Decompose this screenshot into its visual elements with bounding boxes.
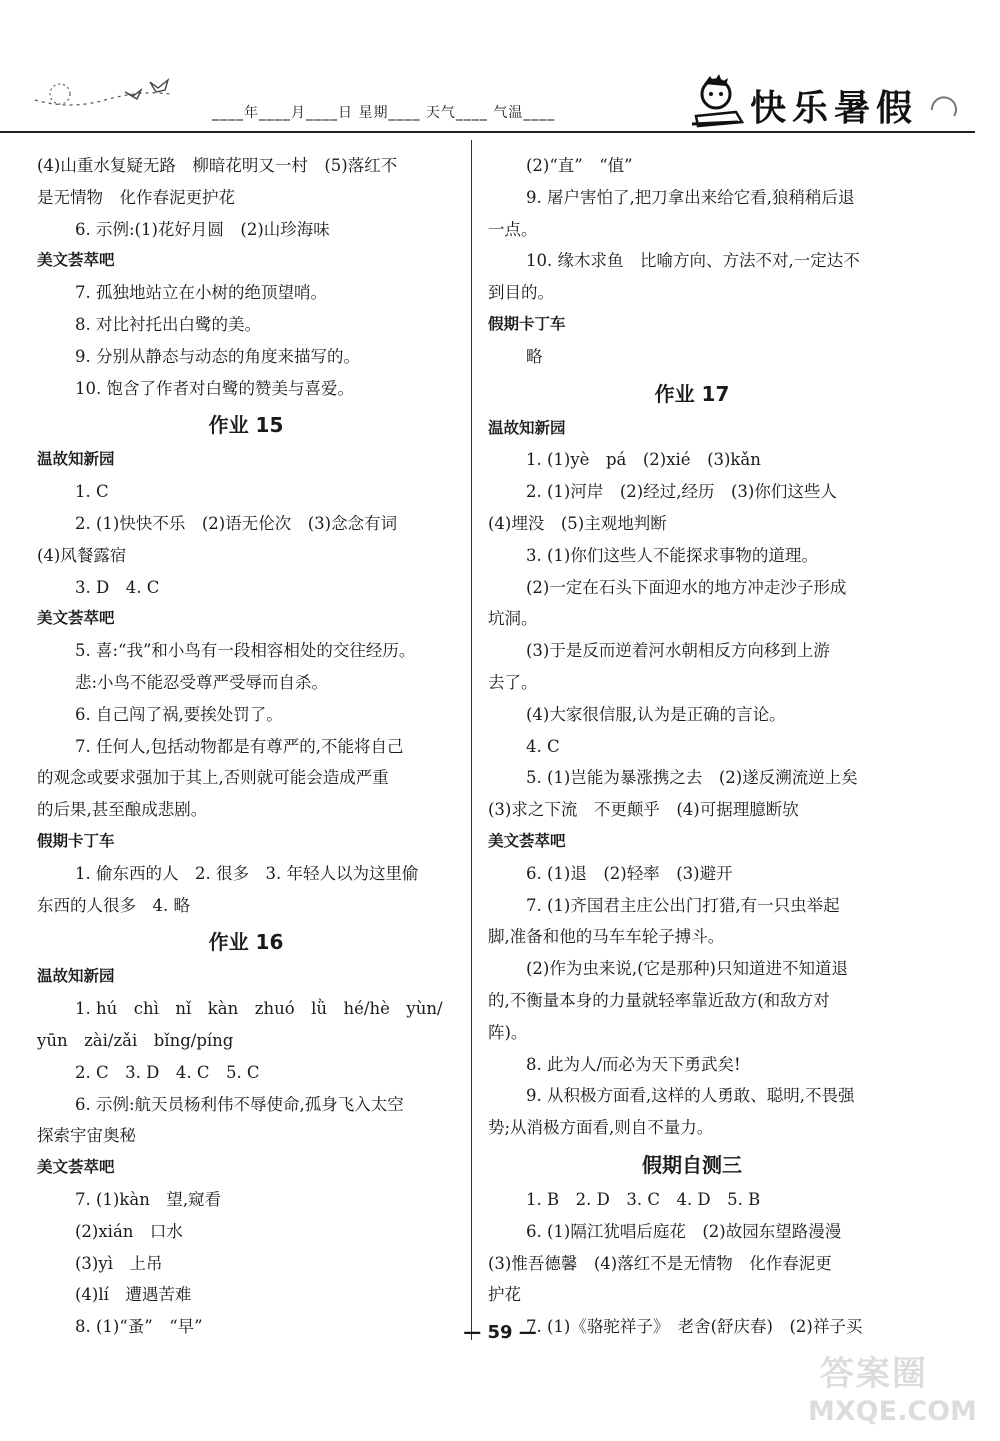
date-weather-fields: ____年____月____日 星期____ 天气____ 气温____ <box>212 105 556 121</box>
summer-vacation-logo <box>688 72 968 132</box>
left-column <box>37 150 455 1343</box>
answer-line: 的观念或要求强加于其上,否则就可能会造成严重 <box>37 768 389 788</box>
section-label: 假期卡丁车 <box>488 314 566 333</box>
answer-line: (3)yì 上吊 <box>75 1253 163 1273</box>
answer-line: 2. (1)河岸 (2)经过,经历 (3)你们这些人 <box>526 482 837 502</box>
answer-line: 是无情物 化作春泥更护花 <box>37 187 235 207</box>
answer-line: 护花 <box>488 1285 521 1305</box>
section-label: 温故知新园 <box>488 418 566 437</box>
answer-line: (2)“直” “值” <box>526 156 633 175</box>
answer-line: 9. 屠户害怕了,把刀拿出来给它看,狼稍稍后退 <box>526 187 855 207</box>
answer-line: 6. 自己闯了祸,要挨处罚了。 <box>75 704 283 724</box>
section-label: 温故知新园 <box>37 450 115 469</box>
answer-line: (3)求之下流 不更颠乎 (4)可据理臆断欤 <box>488 800 799 820</box>
answer-line: (4)大家很信服,认为是正确的言论。 <box>526 704 786 724</box>
answer-line: 9. 从积极方面看,这样的人勇敢、聪明,不畏强 <box>526 1086 855 1106</box>
answer-line: 3. (1)你们这些人不能探求事物的道理。 <box>526 545 818 565</box>
answer-line: 1. (1)yè pá (2)xié (3)kǎn <box>526 450 761 470</box>
answer-line: 的后果,甚至酿成悲剧。 <box>37 800 208 820</box>
page-number: — 59 — <box>463 1322 537 1343</box>
answer-line: 1. hú chì nǐ kàn zhuó lǜ hé/hè yùn/ <box>75 999 443 1019</box>
logo-title: 快乐暑假 <box>750 88 919 129</box>
section-label: 温故知新园 <box>37 967 115 986</box>
section-label: 美文荟萃吧 <box>37 251 115 270</box>
flying-bird-decoration-icon <box>30 70 210 115</box>
answer-line: 坑洞。 <box>488 609 538 629</box>
answer-line: 6. 示例:(1)花好月圆 (2)山珍海味 <box>75 219 330 239</box>
answer-line: 1. 偷东西的人 2. 很多 3. 年轻人以为这里偷 <box>75 863 419 883</box>
answer-line: 阵)。 <box>488 1022 528 1042</box>
watermark-url: MXQE.COM <box>808 1396 977 1427</box>
answer-line: 7. (1)《骆驼祥子》 老舍(舒庆春) (2)祥子买 <box>526 1317 863 1337</box>
answer-line: (2)xián 口水 <box>75 1221 183 1241</box>
answer-line: (4)山重水复疑无路 柳暗花明又一村 (5)落红不 <box>37 156 398 175</box>
answer-line: 10. 饱含了作者对白鹭的赞美与喜爱。 <box>75 378 354 398</box>
section-label: 美文荟萃吧 <box>37 1158 115 1177</box>
answer-line: 悲:小鸟不能忍受尊严受辱而自杀。 <box>75 672 329 692</box>
assignment-heading: 作业 16 <box>208 930 284 955</box>
answer-line: 6. 示例:航天员杨利伟不辱使命,孤身飞入太空 <box>75 1094 404 1114</box>
section-label: 美文荟萃吧 <box>37 609 115 628</box>
answer-line: 8. 此为人/而必为天下勇武矣! <box>526 1054 741 1074</box>
answer-line: (2)作为虫来说,(它是那种)只知道进不知道退 <box>526 959 848 979</box>
answer-line: 到目的。 <box>488 283 554 303</box>
answer-line: 去了。 <box>488 672 538 692</box>
answer-line: (3)惟吾德馨 (4)落红不是无情物 化作春泥更 <box>488 1253 832 1273</box>
header-rule <box>0 131 975 133</box>
answer-line: 7. (1)齐国君主庄公出门打猎,有一只虫举起 <box>526 895 840 915</box>
answer-line: 2. C 3. D 4. C 5. C <box>75 1062 260 1082</box>
answer-line: 6. (1)隔江犹唱后庭花 (2)故园东望路漫漫 <box>526 1221 842 1241</box>
watermark-logo <box>808 1340 988 1435</box>
answer-line: yūn zài/zǎi bǐng/píng <box>37 1030 234 1050</box>
answer-line: 10. 缘木求鱼 比喻方向、方法不对,一定达不 <box>526 251 860 271</box>
answer-line: 东西的人很多 4. 略 <box>37 895 190 915</box>
answer-line: 7. (1)kàn 望,窥看 <box>75 1189 222 1209</box>
answer-line: 7. 孤独地站立在小树的绝顶望哨。 <box>75 283 327 303</box>
section-label: 假期卡丁车 <box>37 831 115 850</box>
answer-line: (2)一定在石头下面迎水的地方冲走沙子形成 <box>526 577 847 597</box>
answer-line: 3. D 4. C <box>75 577 160 597</box>
answer-line: 探索宇宙奥秘 <box>37 1126 136 1146</box>
answer-line: 脚,准备和他的马车车轮子搏斗。 <box>488 927 725 947</box>
answer-line: 5. 喜:“我”和小鸟有一段相容相处的交往经历。 <box>75 641 416 661</box>
kid-reading-icon <box>688 72 748 132</box>
assignment-heading: 作业 15 <box>208 413 284 438</box>
answer-line: 9. 分别从静态与动态的角度来描写的。 <box>75 346 360 366</box>
answer-line: 8. (1)“蚤” “早” <box>75 1317 203 1337</box>
answer-line: 4. C <box>526 736 560 756</box>
answer-line: 1. C <box>75 482 109 502</box>
answer-line: 2. (1)快快不乐 (2)语无伦次 (3)念念有词 <box>75 513 398 533</box>
right-column <box>488 150 896 1343</box>
watermark-text: 答案圈 <box>820 1354 928 1394</box>
sun-swirl-icon <box>924 86 964 126</box>
assignment-heading: 假期自测三 <box>642 1152 742 1177</box>
answer-line: (4)lí 遭遇苦难 <box>75 1285 192 1305</box>
answer-line: 略 <box>526 346 543 366</box>
page-header <box>0 0 1000 135</box>
answer-line: 的,不衡量本身的力量就轻率靠近敌方(和敌方对 <box>488 990 830 1010</box>
answer-line: 7. 任何人,包括动物都是有尊严的,不能将自己 <box>75 736 404 756</box>
answer-line: 5. (1)岂能为暴涨携之去 (2)遂反溯流逆上矣 <box>526 768 858 788</box>
answer-line: 势;从消极方面看,则自不量力。 <box>488 1118 714 1138</box>
section-label: 美文荟萃吧 <box>488 831 566 850</box>
column-divider <box>471 140 472 1340</box>
answer-line: (3)于是反而逆着河水朝相反方向移到上游 <box>526 641 830 661</box>
answer-line: 1. B 2. D 3. C 4. D 5. B <box>526 1189 761 1209</box>
answer-line: 6. (1)退 (2)轻率 (3)避开 <box>526 863 733 883</box>
answer-line: 一点。 <box>488 219 538 239</box>
answer-line: (4)风餐露宿 <box>37 545 127 565</box>
assignment-heading: 作业 17 <box>654 381 730 406</box>
answer-line: 8. 对比衬托出白鹭的美。 <box>75 314 261 334</box>
answer-line: (4)埋没 (5)主观地判断 <box>488 513 667 533</box>
